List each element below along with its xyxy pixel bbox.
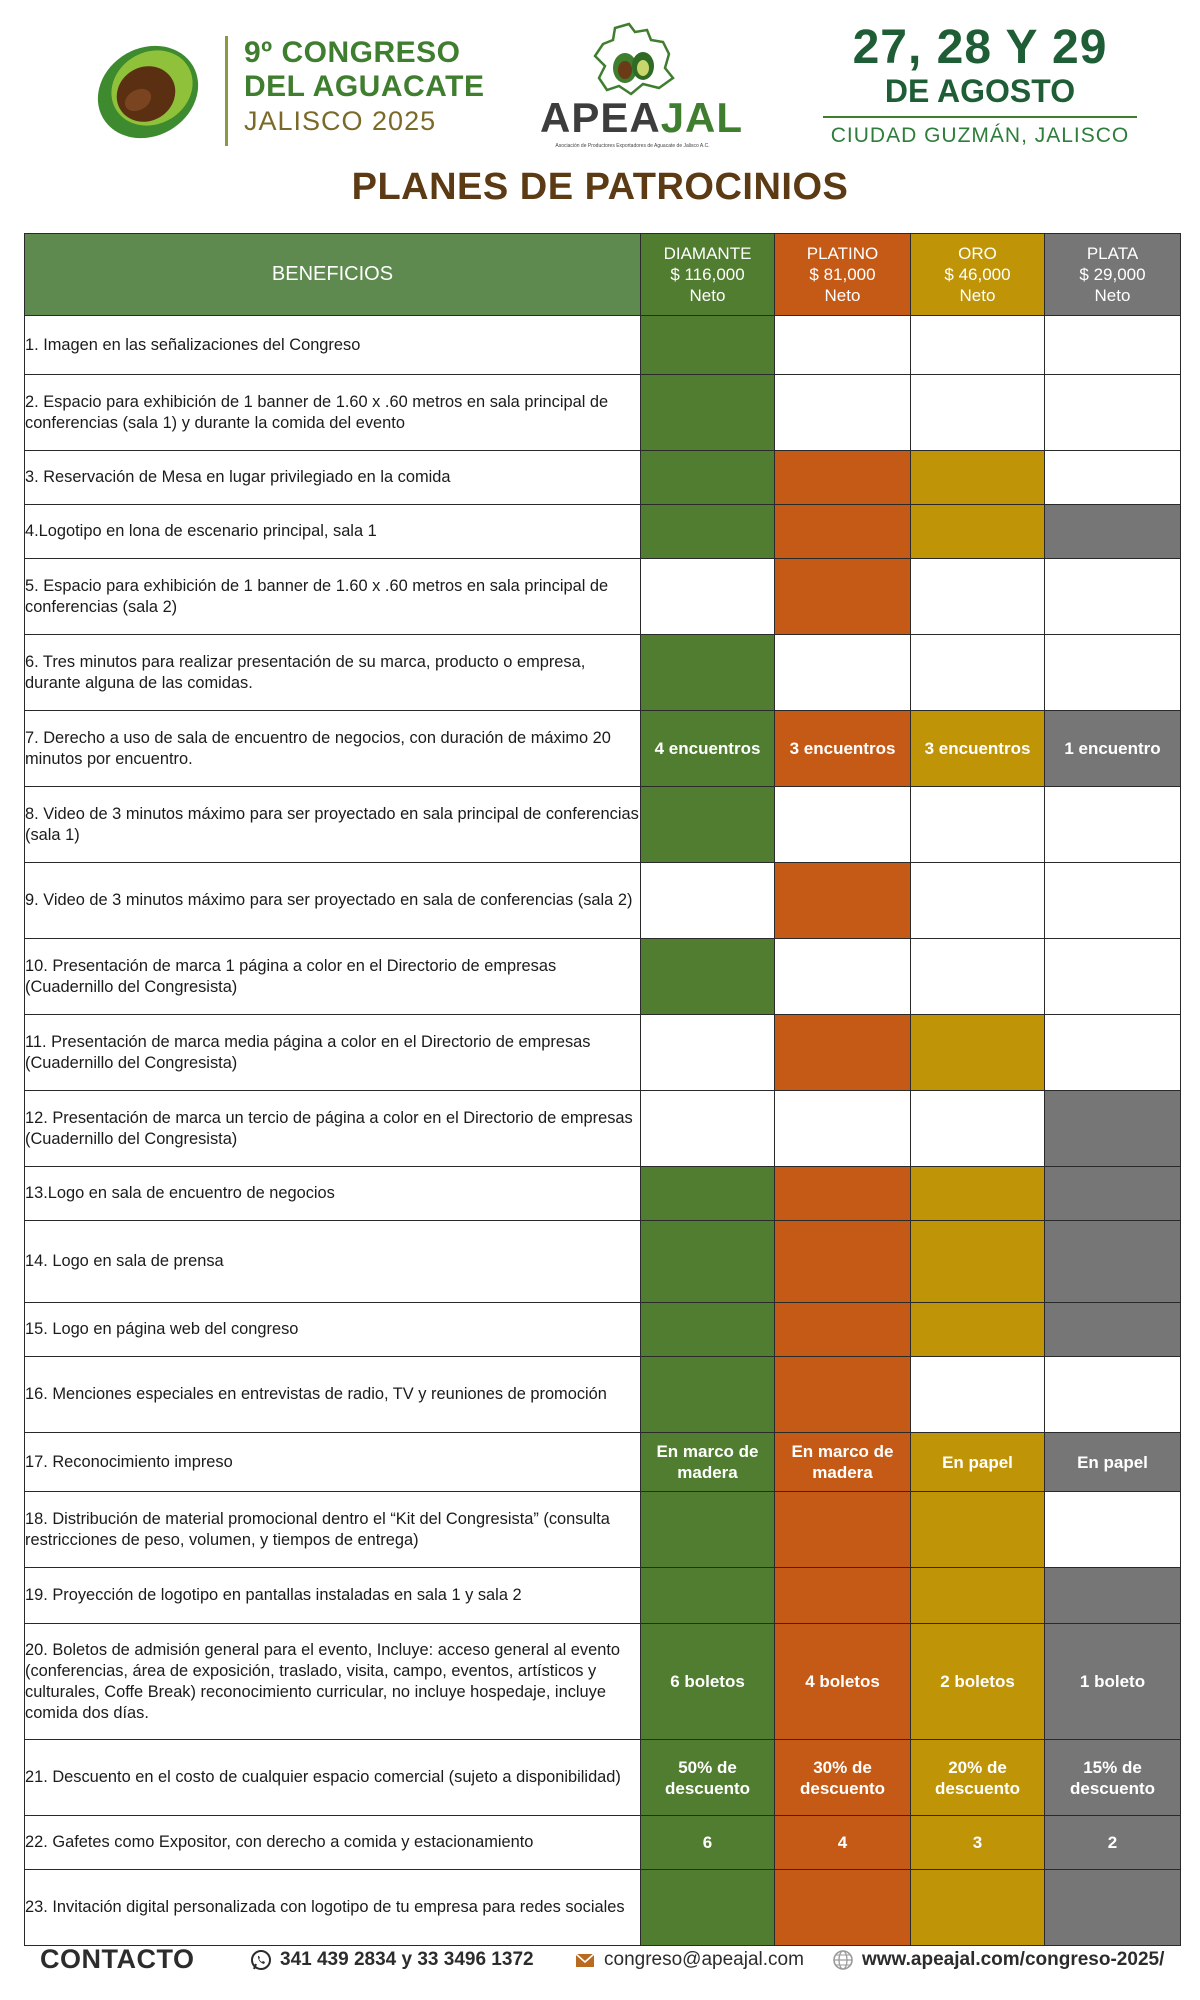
tier-cell-platino-included <box>775 863 911 939</box>
table-row <box>25 787 1181 863</box>
benefit-cell <box>25 451 641 505</box>
contact-website[interactable] <box>832 1949 1164 1971</box>
table-row <box>25 1568 1181 1624</box>
tier-header-diamante <box>641 234 775 316</box>
congreso-title-block <box>225 36 484 146</box>
tier-cell-oro-included: En papel <box>911 1433 1045 1492</box>
tier-cell-diamante-not-included <box>641 1015 775 1091</box>
tier-price: $ 29,000 <box>1079 265 1146 284</box>
benefit-cell <box>25 939 641 1015</box>
table-row <box>25 316 1181 375</box>
benefit-text: 8. Video de 3 minutos máximo para ser proyectado en sala principal de conferencias (sala 1) <box>25 804 639 844</box>
tier-cell-oro-included <box>911 1221 1045 1303</box>
benefit-cell <box>25 787 641 863</box>
tier-cell-platino-not-included <box>775 939 911 1015</box>
tier-cell-oro-included: 3 encuentros <box>911 711 1045 787</box>
tier-cell-oro-not-included <box>911 863 1045 939</box>
table-row <box>25 1870 1181 1946</box>
tier-cell-oro-not-included <box>911 939 1045 1015</box>
tier-cell-platino-included <box>775 1221 911 1303</box>
tier-cell-diamante-included <box>641 1568 775 1624</box>
tier-cell-plata-included <box>1045 1221 1181 1303</box>
tier-cell-oro-not-included <box>911 787 1045 863</box>
congreso-line-3: JALISCO 2025 <box>244 106 437 136</box>
tier-cell-plata-included <box>1045 1568 1181 1624</box>
table-row <box>25 505 1181 559</box>
congreso-line-2: DEL AGUACATE <box>244 70 485 103</box>
table-row <box>25 1015 1181 1091</box>
tier-cell-platino-not-included <box>775 316 911 375</box>
tier-cell-diamante-not-included <box>641 1091 775 1167</box>
benefit-text: 22. Gafetes como Expositor, con derecho a comida y estacionamiento <box>25 1833 534 1851</box>
benefit-text: 18. Distribución de material promocional dentro el “Kit del Congresista” (consulta restricciones de peso, volumen, y tiempos de entrega) <box>25 1509 610 1549</box>
tier-cell-diamante-included <box>641 375 775 451</box>
table-row <box>25 635 1181 711</box>
tier-cell-diamante-included: En marco de madera <box>641 1433 775 1492</box>
benefit-text: 9. Video de 3 minutos máximo para ser proyectado en sala de conferencias (sala 2) <box>25 891 633 909</box>
apeajal-wordmark <box>540 94 744 142</box>
tier-header-plata <box>1045 234 1181 316</box>
tier-name: DIAMANTE <box>663 244 752 263</box>
tier-price: $ 81,000 <box>809 265 876 284</box>
benefit-cell <box>25 505 641 559</box>
tier-cell-platino-included <box>775 1167 911 1221</box>
tier-cell-diamante-included <box>641 316 775 375</box>
dates-days: 27, 28 Y 29 <box>852 21 1108 74</box>
globe-icon <box>832 1949 854 1971</box>
contact-phone[interactable] <box>250 1949 534 1971</box>
tier-cell-plata-included <box>1045 1303 1181 1357</box>
tier-name: PLATA <box>1086 244 1139 263</box>
benefit-cell <box>25 375 641 451</box>
tier-cell-plata-not-included <box>1045 375 1181 451</box>
tier-cell-diamante-not-included <box>641 559 775 635</box>
benefit-cell <box>25 1167 641 1221</box>
tier-cell-oro-included: 2 boletos <box>911 1624 1045 1740</box>
tier-cell-oro-included: 3 <box>911 1816 1045 1870</box>
tier-cell-oro-not-included <box>911 375 1045 451</box>
benefit-text: 16. Menciones especiales en entrevistas de radio, TV y reuniones de promoción <box>25 1385 607 1403</box>
envelope-icon <box>574 1949 596 1971</box>
tier-cell-platino-included <box>775 1492 911 1568</box>
benefit-cell <box>25 1624 641 1740</box>
benefit-text: 12. Presentación de marca un tercio de página a color en el Directorio de empresas (Cuadernillo del Congresista) <box>25 1108 633 1148</box>
table-row <box>25 1303 1181 1357</box>
tier-cell-plata-not-included <box>1045 863 1181 939</box>
tier-cell-diamante-included: 50% de descuento <box>641 1740 775 1816</box>
tier-cell-plata-not-included <box>1045 939 1181 1015</box>
tier-cell-platino-included <box>775 1568 911 1624</box>
tier-cell-plata-not-included <box>1045 635 1181 711</box>
benefit-text: 3. Reservación de Mesa en lugar privilegiado en la comida <box>25 468 451 486</box>
phone-text: 341 439 2834 y 33 3496 1372 <box>280 1949 534 1970</box>
tier-header-oro <box>911 234 1045 316</box>
tier-cell-plata-included: En papel <box>1045 1433 1181 1492</box>
benefit-cell <box>25 1568 641 1624</box>
tier-cell-platino-included <box>775 1870 911 1946</box>
tier-cell-diamante-included <box>641 1167 775 1221</box>
tier-cell-plata-not-included <box>1045 559 1181 635</box>
tier-cell-oro-included <box>911 1167 1045 1221</box>
tier-cell-oro-not-included <box>911 635 1045 711</box>
dates-month: DE AGOSTO <box>884 73 1076 109</box>
benefit-text: 14. Logo en sala de prensa <box>25 1252 224 1270</box>
tier-cell-plata-not-included <box>1045 1015 1181 1091</box>
benefit-text: 13.Logo en sala de encuentro de negocios <box>25 1184 335 1202</box>
table-row <box>25 1221 1181 1303</box>
tier-cell-oro-included <box>911 451 1045 505</box>
benefit-cell <box>25 1433 641 1492</box>
table-header-row <box>25 234 1181 316</box>
tier-cell-platino-included <box>775 1357 911 1433</box>
apeajal-word-part-2: JAL <box>660 94 744 141</box>
table-row <box>25 1740 1181 1816</box>
table-row <box>25 1091 1181 1167</box>
tier-cell-platino-included: 4 <box>775 1816 911 1870</box>
tier-cell-platino-not-included <box>775 635 911 711</box>
tier-cell-diamante-included <box>641 635 775 711</box>
tier-cell-diamante-included <box>641 1870 775 1946</box>
tier-cell-plata-included <box>1045 1870 1181 1946</box>
benefit-text: 6. Tres minutos para realizar presentación de su marca, producto o empresa, durante alguna de las comidas. <box>25 652 586 692</box>
tier-cell-oro-included <box>911 1492 1045 1568</box>
benefit-cell <box>25 863 641 939</box>
tier-cell-oro-included <box>911 1015 1045 1091</box>
tier-cell-plata-not-included <box>1045 1492 1181 1568</box>
tier-cell-oro-included <box>911 1568 1045 1624</box>
benefit-cell <box>25 711 641 787</box>
table-row <box>25 1433 1181 1492</box>
benefit-text: 7. Derecho a uso de sala de encuentro de negocios, con duración de máximo 20 minutos por encuentro. <box>25 728 611 768</box>
tier-name: PLATINO <box>806 244 879 263</box>
tier-cell-platino-not-included <box>775 787 911 863</box>
tier-cell-diamante-included: 6 boletos <box>641 1624 775 1740</box>
tier-cell-oro-not-included <box>911 1357 1045 1433</box>
tier-cell-diamante-included: 4 encuentros <box>641 711 775 787</box>
tier-header-platino <box>775 234 911 316</box>
tier-note: Neto <box>689 286 726 305</box>
table-row <box>25 1816 1181 1870</box>
whatsapp-icon <box>250 1949 272 1971</box>
tier-cell-plata-not-included <box>1045 451 1181 505</box>
tier-note: Neto <box>959 286 996 305</box>
congreso-line-1: 9º CONGRESO <box>244 36 461 69</box>
table-row <box>25 375 1181 451</box>
tier-cell-plata-included: 1 encuentro <box>1045 711 1181 787</box>
benefit-text: 2. Espacio para exhibición de 1 banner de 1.60 x .60 metros en sala principal de conferencias (sala 1) y durante la comida del evento <box>25 392 609 432</box>
table-row <box>25 1624 1181 1740</box>
tier-cell-plata-included <box>1045 1091 1181 1167</box>
tier-cell-plata-not-included <box>1045 1357 1181 1433</box>
email-text: congreso@apeajal.com <box>604 1949 804 1970</box>
tier-cell-platino-included: 4 boletos <box>775 1624 911 1740</box>
benefit-cell <box>25 1091 641 1167</box>
table-row <box>25 863 1181 939</box>
contact-label: CONTACTO <box>40 1944 195 1974</box>
tier-cell-oro-included: 20% de descuento <box>911 1740 1045 1816</box>
tier-cell-plata-included: 1 boleto <box>1045 1624 1181 1740</box>
dates-divider <box>823 116 1137 118</box>
tier-price: $ 116,000 <box>670 265 745 284</box>
sponsorship-table <box>24 233 1181 1946</box>
benefit-cell <box>25 1221 641 1303</box>
tier-cell-platino-included <box>775 505 911 559</box>
benefit-cell <box>25 1303 641 1357</box>
apeajal-logo <box>540 22 744 149</box>
benefit-text: 5. Espacio para exhibición de 1 banner de 1.60 x .60 metros en sala principal de conferencias (sala 2) <box>25 576 609 616</box>
table-row <box>25 1357 1181 1433</box>
benefit-text: 15. Logo en página web del congreso <box>25 1320 299 1338</box>
benefit-text: 1. Imagen en las señalizaciones del Congreso <box>25 335 361 354</box>
tier-cell-platino-included: 30% de descuento <box>775 1740 911 1816</box>
jalisco-map-icon <box>585 22 680 102</box>
tier-cell-diamante-included <box>641 939 775 1015</box>
tier-cell-diamante-included <box>641 505 775 559</box>
benefit-cell <box>25 1015 641 1091</box>
header <box>0 0 1200 160</box>
event-location: CIUDAD GUZMÁN, JALISCO <box>830 124 1130 147</box>
tier-cell-platino-included <box>775 559 911 635</box>
benefit-cell <box>25 559 641 635</box>
footer-contact <box>0 1938 1200 1988</box>
benefit-text: 23. Invitación digital personalizada con logotipo de tu empresa para redes sociales <box>25 1898 625 1916</box>
benefit-text: 21. Descuento en el costo de cualquier espacio comercial (sujeto a disponibilidad) <box>25 1768 621 1786</box>
benefit-cell <box>25 635 641 711</box>
tier-cell-platino-included <box>775 1015 911 1091</box>
tier-cell-platino-included <box>775 451 911 505</box>
tier-cell-oro-included <box>911 1303 1045 1357</box>
tier-note: Neto <box>1094 286 1131 305</box>
tier-cell-oro-not-included <box>911 1091 1045 1167</box>
tier-cell-oro-not-included <box>911 316 1045 375</box>
tier-cell-plata-included: 15% de descuento <box>1045 1740 1181 1816</box>
benefit-cell <box>25 316 641 375</box>
tier-cell-oro-included <box>911 505 1045 559</box>
tier-cell-diamante-included: 6 <box>641 1816 775 1870</box>
contact-email[interactable] <box>574 1949 804 1971</box>
benefit-cell <box>25 1870 641 1946</box>
tier-name: ORO <box>958 244 997 263</box>
table-row <box>25 559 1181 635</box>
tier-cell-platino-included: 3 encuentros <box>775 711 911 787</box>
table-row <box>25 1492 1181 1568</box>
benefit-cell <box>25 1740 641 1816</box>
apeajal-subtitle: Asociación de Productores Exportadores de Aguacate de Jalisco A.C. <box>555 143 710 149</box>
avocado-logo <box>92 30 208 146</box>
tier-cell-oro-not-included <box>911 559 1045 635</box>
apeajal-word-part-1: APEA <box>540 94 661 141</box>
table-row <box>25 451 1181 505</box>
benefit-text: 11. Presentación de marca media página a color en el Directorio de empresas (Cuadernillo del Congresista) <box>25 1032 591 1072</box>
tier-cell-platino-not-included <box>775 1091 911 1167</box>
tier-cell-plata-not-included <box>1045 316 1181 375</box>
tier-cell-diamante-included <box>641 1303 775 1357</box>
table-row <box>25 939 1181 1015</box>
tier-cell-diamante-not-included <box>641 863 775 939</box>
tier-cell-diamante-included <box>641 1357 775 1433</box>
benefit-cell <box>25 1357 641 1433</box>
table-row <box>25 1167 1181 1221</box>
tier-cell-platino-not-included <box>775 375 911 451</box>
website-text: www.apeajal.com/congreso-2025/ <box>862 1949 1165 1970</box>
tier-cell-diamante-included <box>641 1492 775 1568</box>
tier-cell-plata-included <box>1045 1167 1181 1221</box>
table-row <box>25 711 1181 787</box>
benefit-text: 20. Boletos de admisión general para el evento, Incluye: acceso general al evento (conferencias, área de exposición, traslado, visita, campo, eventos, artísticos y culturales, Coffe Break) reconocimiento curricular, no incluye hospedaje, incluye comida dos días. <box>25 1640 621 1722</box>
benefit-text: 4.Logotipo en lona de escenario principal, sala 1 <box>25 522 377 540</box>
tier-cell-oro-included <box>911 1870 1045 1946</box>
benefit-cell <box>25 1492 641 1568</box>
tier-cell-diamante-included <box>641 451 775 505</box>
tier-cell-platino-included: En marco de madera <box>775 1433 911 1492</box>
tier-cell-plata-included: 2 <box>1045 1816 1181 1870</box>
tier-note: Neto <box>824 286 861 305</box>
benefit-cell <box>25 1816 641 1870</box>
page-title: PLANES DE PATROCINIOS <box>351 166 849 208</box>
benefit-text: 10. Presentación de marca 1 página a color en el Directorio de empresas (Cuadernillo del Congresista) <box>25 956 557 996</box>
benefits-header: BENEFICIOS <box>25 234 641 316</box>
event-dates <box>815 22 1145 148</box>
tier-price: $ 46,000 <box>944 265 1011 284</box>
benefit-text: 19. Proyección de logotipo en pantallas instaladas en sala 1 y sala 2 <box>25 1586 522 1604</box>
tier-cell-plata-not-included <box>1045 787 1181 863</box>
tier-cell-diamante-included <box>641 1221 775 1303</box>
tier-cell-platino-included <box>775 1303 911 1357</box>
benefit-text: 17. Reconocimiento impreso <box>25 1452 233 1471</box>
tier-cell-plata-included <box>1045 505 1181 559</box>
table-body <box>25 316 1181 1946</box>
tier-cell-diamante-included <box>641 787 775 863</box>
